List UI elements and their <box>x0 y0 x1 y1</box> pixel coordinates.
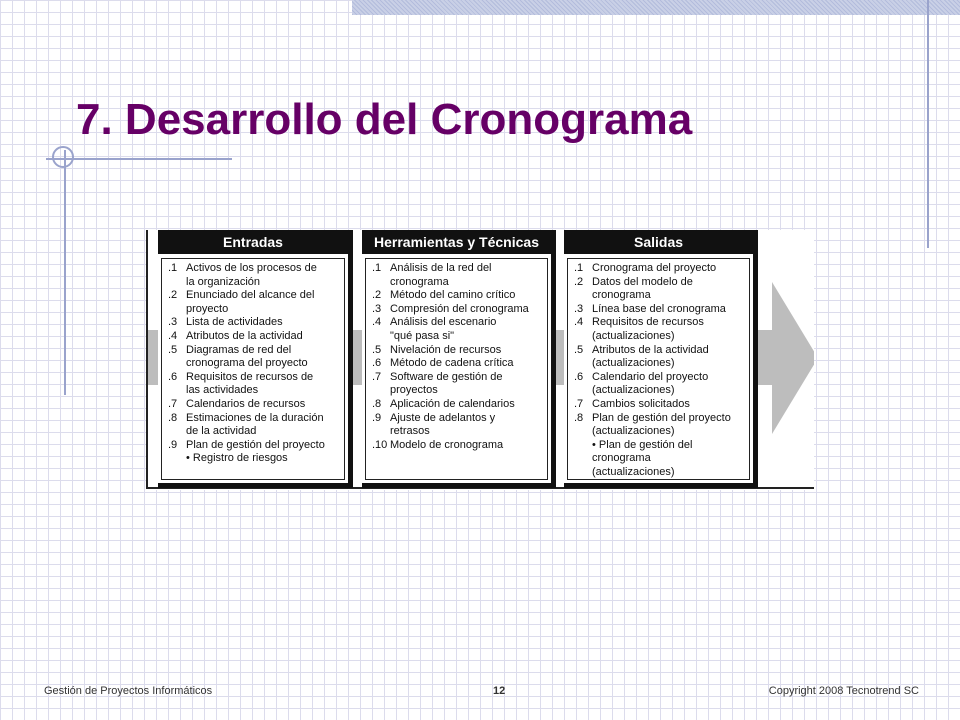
item-text: Requisitos de recursos de <box>186 370 314 383</box>
item-number <box>168 384 186 398</box>
item-text: cronograma <box>390 275 449 288</box>
item-text: Calendarios de recursos <box>186 397 306 410</box>
item-number: .3 <box>574 302 584 315</box>
tools-column-list <box>365 258 548 480</box>
item-number <box>574 357 592 371</box>
list-item <box>168 262 340 276</box>
item-number <box>168 425 186 439</box>
item-number <box>372 425 390 439</box>
item-text: Plan de gestión del proyecto <box>592 411 731 424</box>
item-number <box>574 452 592 466</box>
list-item <box>574 398 745 412</box>
item-text: la organización <box>186 275 260 288</box>
item-text: Atributos de la actividad <box>592 343 709 356</box>
list-item <box>574 316 745 330</box>
item-number: .5 <box>168 343 178 356</box>
item-text: Activos de los procesos de <box>186 262 317 274</box>
list-item <box>168 452 340 466</box>
item-number: .2 <box>372 289 382 302</box>
item-text: Ajuste de adelantos y <box>390 411 496 424</box>
list-item <box>372 384 543 398</box>
item-text: cronograma del proyecto <box>186 357 308 370</box>
item-text: Enunciado del alcance del <box>186 289 315 302</box>
list-item <box>168 303 340 317</box>
item-text: (actualizaciones) <box>592 357 675 370</box>
item-text: (actualizaciones) <box>592 384 675 397</box>
item-number: .1 <box>168 262 178 274</box>
list-item <box>372 439 543 453</box>
item-number: .4 <box>574 316 584 329</box>
slide-title: 7. Desarrollo del Cronograma <box>76 95 693 144</box>
item-text: retrasos <box>390 425 430 438</box>
item-text: • Registro de riesgos <box>186 452 288 465</box>
item-text: • Plan de gestión del <box>592 438 693 451</box>
outputs-column-list <box>567 258 750 480</box>
item-text: Aplicación de calendarios <box>390 397 515 410</box>
list-item <box>372 412 543 426</box>
inputs-column-list <box>161 258 345 480</box>
item-number <box>168 357 186 371</box>
item-text: Análisis de la red del <box>390 262 492 274</box>
tools-column-header: Herramientas y Técnicas <box>362 230 551 254</box>
list-item <box>574 371 745 385</box>
item-text: Diagramas de red del <box>186 343 292 356</box>
outputs-column <box>564 230 758 488</box>
list-item <box>372 398 543 412</box>
item-number: .3 <box>372 302 382 315</box>
item-text: Lista de actividades <box>186 316 283 329</box>
item-text: Cambios solicitados <box>592 397 690 410</box>
list-item <box>372 344 543 358</box>
list-item <box>168 344 340 358</box>
list-item <box>372 330 543 344</box>
list-item <box>168 384 340 398</box>
item-text: (actualizaciones) <box>592 465 675 478</box>
list-item <box>574 289 745 303</box>
footer-page-number: 12 <box>493 685 506 697</box>
crosshair-circle-icon <box>52 146 74 168</box>
item-text: cronograma <box>592 452 651 465</box>
item-number: .7 <box>574 397 584 410</box>
item-text: cronograma <box>592 289 651 302</box>
item-number: .8 <box>168 411 178 424</box>
item-text: Análisis del escenario <box>390 316 497 329</box>
item-text: las actividades <box>186 384 259 397</box>
flow-arrow-head-icon <box>772 282 814 434</box>
list-item <box>168 439 340 453</box>
list-item <box>574 344 745 358</box>
item-text: "qué pasa si" <box>390 329 455 342</box>
item-text: Requisitos de recursos <box>592 316 704 329</box>
top-decorative-band <box>352 0 960 15</box>
list-item <box>168 357 340 371</box>
item-number: .5 <box>372 343 382 356</box>
item-number: .2 <box>574 275 584 288</box>
item-text: Nivelación de recursos <box>390 343 502 356</box>
item-number: .6 <box>372 357 382 370</box>
left-vertical-rule <box>64 150 66 395</box>
item-text: Método de cadena crítica <box>390 357 514 370</box>
item-number <box>574 289 592 303</box>
item-text: Calendario del proyecto <box>592 370 709 383</box>
list-item <box>372 425 543 439</box>
list-item <box>574 425 745 439</box>
item-text: Software de gestión de <box>390 370 503 383</box>
item-number: .6 <box>574 370 584 383</box>
item-number: .1 <box>574 262 584 274</box>
process-diagram <box>146 230 814 490</box>
list-item <box>574 303 745 317</box>
item-text: (actualizaciones) <box>592 425 675 438</box>
list-item <box>168 425 340 439</box>
list-item <box>372 276 543 290</box>
list-item <box>574 262 745 276</box>
item-text: Línea base del cronograma <box>592 302 726 315</box>
item-number <box>574 466 592 480</box>
item-number: .10 <box>372 438 388 451</box>
list-item <box>168 289 340 303</box>
item-text: Cronograma del proyecto <box>592 262 717 274</box>
inputs-column-header: Entradas <box>158 230 348 254</box>
item-number: .4 <box>372 316 382 329</box>
list-item <box>168 371 340 385</box>
item-text: Compresión del cronograma <box>390 302 529 315</box>
diagram-left-border <box>146 230 148 489</box>
item-number: .7 <box>372 370 382 383</box>
list-item <box>574 439 745 453</box>
item-number: .4 <box>168 329 178 342</box>
item-text: proyecto <box>186 302 229 315</box>
item-number: .6 <box>168 370 178 383</box>
item-number: .8 <box>372 397 382 410</box>
item-number <box>372 330 390 344</box>
list-item <box>372 316 543 330</box>
item-text: Estimaciones de la duración <box>186 411 324 424</box>
item-number: .9 <box>372 411 382 424</box>
list-item <box>372 371 543 385</box>
list-item <box>372 262 543 276</box>
list-item <box>168 316 340 330</box>
item-number <box>574 439 592 453</box>
item-number: .1 <box>372 262 382 274</box>
list-item <box>168 330 340 344</box>
list-item <box>574 412 745 426</box>
list-item <box>372 289 543 303</box>
inputs-column <box>158 230 353 488</box>
item-number: .3 <box>168 316 178 329</box>
list-item <box>574 276 745 290</box>
list-item <box>372 303 543 317</box>
item-text: (actualizaciones) <box>592 329 675 342</box>
item-text: Atributos de la actividad <box>186 329 303 342</box>
tools-column <box>362 230 556 488</box>
item-number <box>574 384 592 398</box>
list-item <box>574 384 745 398</box>
list-item <box>574 330 745 344</box>
item-number <box>168 452 186 466</box>
list-item <box>574 452 745 466</box>
item-number: .7 <box>168 397 178 410</box>
right-vertical-rule <box>927 0 929 248</box>
item-text: Modelo de cronograma <box>390 438 504 451</box>
list-item <box>168 412 340 426</box>
item-number: .9 <box>168 438 178 451</box>
item-number <box>168 276 186 290</box>
list-item <box>168 276 340 290</box>
item-number <box>372 276 390 290</box>
item-number <box>168 303 186 317</box>
item-number: .2 <box>168 289 178 302</box>
list-item <box>574 466 745 480</box>
list-item <box>168 398 340 412</box>
item-text: proyectos <box>390 384 438 397</box>
item-number: .5 <box>574 343 584 356</box>
footer-copyright: Copyright 2008 Tecnotrend SC <box>768 685 919 697</box>
item-text: Método del camino crítico <box>390 289 516 302</box>
item-number <box>372 384 390 398</box>
item-number <box>574 330 592 344</box>
footer-course-name: Gestión de Proyectos Informáticos <box>44 685 213 697</box>
item-text: de la actividad <box>186 425 257 438</box>
item-text: Plan de gestión del proyecto <box>186 438 325 451</box>
outputs-column-header: Salidas <box>564 230 753 254</box>
list-item <box>574 357 745 371</box>
item-text: Datos del modelo de <box>592 275 693 288</box>
item-number <box>574 425 592 439</box>
list-item <box>372 357 543 371</box>
item-number: .8 <box>574 411 584 424</box>
